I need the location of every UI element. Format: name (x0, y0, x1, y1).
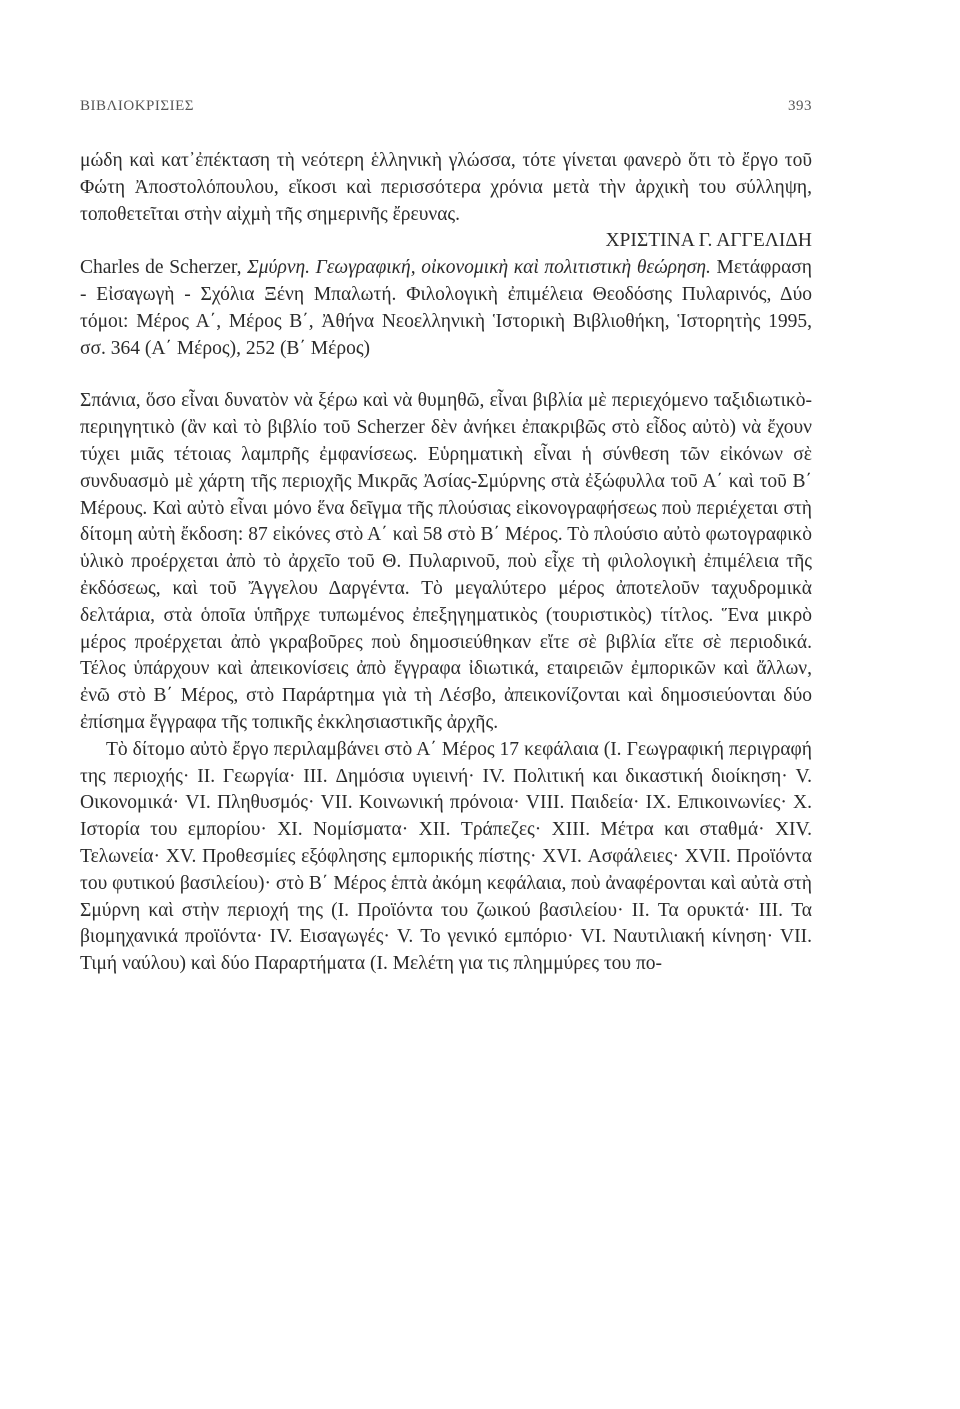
page-number: 393 (788, 98, 812, 114)
book-details: Μετάφραση - Εἰσαγωγὴ - Σχόλια Ξένη Μπαλωτή. Φιλολογικὴ ἐπιμέλεια Θεοδόσης Πυλαρινός, Δύο τόμοι: Μέρος Α΄, Μέρος Β΄, Ἀθήνα Νεοελληνικὴ Ἱστορικὴ Βιβλιοθήκη, Ἱστορητὴς 1995, σσ. 364 (Α΄ Μέρος), 252 (Β΄ Μέρος) (80, 257, 813, 359)
review-paragraph-1: Σπάνια, ὅσο εἶναι δυνατὸν νὰ ξέρω καὶ νὰ θυμηθῶ, εἶναι βιβλία μὲ περιεχόμενο ταξιδιωτικὸ-περιηγητικὸ (ἂν καὶ τὸ βιβλίο τοῦ Scherzer δὲν ἀνήκει ἐπακριβῶς στὸ εἶδος αὐτὸ) νὰ ἔχουν τύχει μιᾶς τέτοιας λαμπρῆς ἐμφανίσεως. Εὑρηματικὴ εἶναι ἡ σύνθεση τῶν εἰκόνων σὲ συνδυασμὸ μὲ χάρτη τῆς περιοχῆς Μικρᾶς Ἀσίας-Σμύρνης στὰ ἐξώφυλλα τοῦ Α΄ καὶ τοῦ Β΄ Μέρους. Καὶ αὐτὸ εἶναι μόνο ἕνα δεῖγμα τῆς πλούσιας εἰκονογραφήσεως ποὺ περιέχεται στὴ δίτομη αὐτὴ ἔκδοση: 87 εἰκόνες στὸ Α΄ καὶ 58 στὸ Β΄ Μέρος. Τὸ πλούσιο αὐτὸ φωτογραφικὸ ὑλικὸ προέρχεται ἀπὸ τὸ ἀρχεῖο τοῦ Θ. Πυλαρινοῦ, ποὺ εἶχε τὴ φιλολογικὴ ἐπιμέλεια τῆς ἐκδόσεως, καὶ τοῦ Ἄγγελου Δαργέντα. Τὸ μεγαλύτερο μέρος ἀποτελοῦν ταχυδρομικὰ δελτάρια, στὰ ὁποῖα ὑπῆρχε τυπωμένος ἐπεξηγηματικὸς (τουριστικὸς) τίτλος. Ἕνα μικρὸ μέρος προέρχεται ἀπὸ γκραβοῦρες ποὺ δημοσιεύθηκαν εἴτε σὲ βιβλία εἴτε σὲ περιοδικά. Τέλος ὑπάρχουν καὶ ἀπεικονίσεις ἀπὸ ἔγγραφα ἰδιωτικά, εταιρειῶν ἐμπορικῶν καὶ ἄλλων, ἐνῶ στὸ Β΄ Μέρος, στὸ Παράρτημα γιὰ τὴ Λέσβο, ἀπεικονίζονται καὶ δημοσιεύονται δύο ἐπίσημα ἔγγραφα τῆς τοπικῆς ἐκκλησιαστικῆς ἀρχῆς. (80, 390, 812, 733)
running-title: ΒΙΒΛΙΟΚΡΙΣΙΕΣ (80, 98, 194, 114)
book-title: Σμύρνη. Γεωγραφική, οἰκονομικὴ καὶ πολιτιστικὴ θεώρηση. (247, 257, 711, 279)
page-body (80, 148, 812, 978)
section-gap (80, 362, 812, 388)
reviewer-signature: ΧΡΙΣΤΙΝΑ Γ. ΑΓΓΕΛΙΔΗ (605, 230, 812, 252)
review-heading (80, 255, 812, 362)
book-author: Charles de Scherzer, (80, 257, 242, 279)
review-paragraph-2: Τὸ δίτομο αὐτὸ ἔργο περιλαμβάνει στὸ Α΄ Μέρος 17 κεφάλαια (Ι. Γεωγραφική περιγραφή της περιοχής· II. Γεωργία· III. Δημόσια υγιεινή· IV. Πολιτική και δικαστική διοίκηση· V. Οικονομικά· VI. Πληθυσμός· VII. Κοινωνική πρόνοια· VIII. Παιδεία· IX. Επικοινωνίες· X. Ιστορία του εμπορίου· XI. Νομίσματα· XII. Τράπεζες· XIII. Μέτρα και σταθμά· XIV. Τελωνεία· XV. Προθεσμίες εξόφλησης εμπορικής πίστης· XVI. Ασφάλειες· XVII. Προϊόντα του φυτικού βασιλείου)· στὸ Β΄ Μέρος ἑπτὰ ἀκόμη κεφάλαια, ποὺ ἀναφέρονται καὶ αὐτὰ στὴ Σμύρνη καὶ στὴν περιοχή της (Ι. Προϊόντα του ζωικού βασιλείου· II. Τα ορυκτά· III. Τα βιομηχανικά προϊόντα· IV. Εισαγωγές· V. Το γενικό εμπόριο· VI. Ναυτιλιακή κίνηση· VII. Τιμή ναύλου) καὶ δύο Παραρτήματα (Ι. Μελέτη για τις πλημμύρες του πο- (80, 738, 812, 975)
closing-paragraph: μώδη καὶ κατ᾽ἐπέκταση τὴ νεότερη ἑλληνικὴ γλώσσα, τότε γίνεται φανερὸ ὅτι τὸ ἔργο τοῦ Φώτη Ἀποστολόπουλου, εἴκοσι καὶ περισσότερα χρόνια μετὰ τὴν ἀρχικὴ του σύλληψη, τοποθετεῖται στὴν αἰχμὴ τῆς σημερινῆς ἔρευνας. (80, 150, 812, 225)
